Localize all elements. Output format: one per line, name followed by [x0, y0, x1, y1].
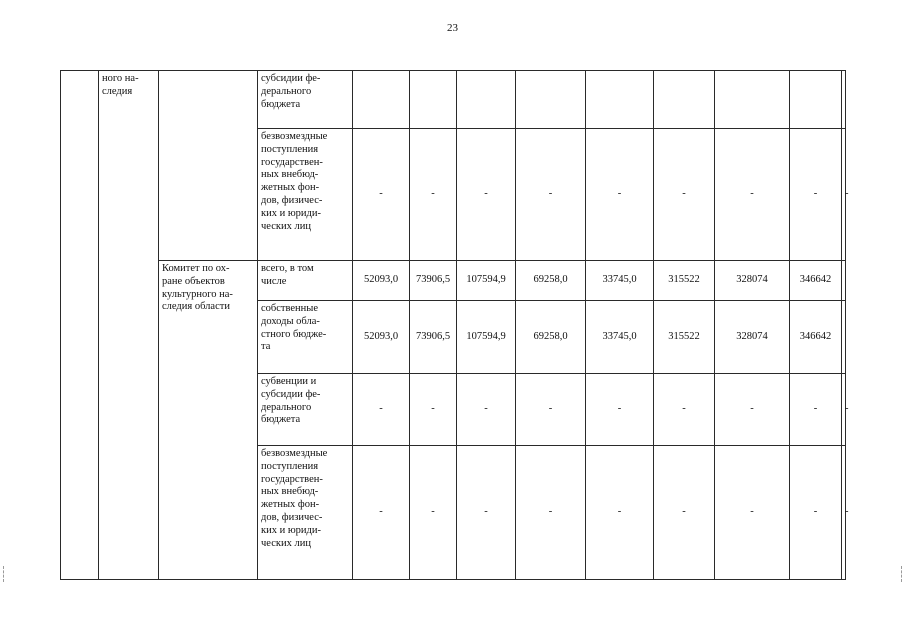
value-cell: - [790, 446, 842, 580]
value-cell: - [715, 446, 790, 580]
value-cell: 346642 [790, 261, 842, 301]
value-cell: - [790, 129, 842, 261]
value-cell: - [457, 129, 516, 261]
number-cell [61, 71, 99, 580]
value-cell: - [586, 446, 654, 580]
value-cell: - [790, 374, 842, 446]
funding-source-cell [258, 261, 353, 301]
value-cell: - [353, 446, 410, 580]
value-cell [842, 301, 846, 374]
funding-source-cell [258, 374, 353, 446]
executor-cell-empty [159, 71, 258, 261]
value-cell [790, 71, 842, 129]
value-cell [353, 71, 410, 129]
value-cell: 69258,0 [516, 261, 586, 301]
funding-source-text: субсидии фе- дерального бюджета [261, 73, 321, 110]
scan-edge-mark-left [3, 566, 5, 582]
value-cell: - [353, 129, 410, 261]
value-cell: 328074 [715, 261, 790, 301]
funding-source-cell [258, 446, 353, 580]
value-cell: 52093,0 [353, 301, 410, 374]
scan-edge-mark-right [901, 566, 903, 582]
value-cell [654, 71, 715, 129]
value-cell: - [715, 374, 790, 446]
value-cell [715, 71, 790, 129]
value-cell: 328074 [715, 301, 790, 374]
object-name-text: ного на- следия [102, 73, 139, 97]
value-cell: - [516, 374, 586, 446]
value-cell: 315522 [654, 261, 715, 301]
funding-source-text: всего, в том числе [261, 263, 314, 287]
value-cell: - [842, 374, 846, 446]
table-body [61, 71, 849, 580]
value-cell: - [516, 446, 586, 580]
value-cell: - [842, 446, 846, 580]
budget-table [60, 70, 849, 580]
value-cell [586, 71, 654, 129]
value-cell: - [516, 129, 586, 261]
value-cell: - [457, 374, 516, 446]
funding-source-text: безвозмездные поступления государствен- ных внебюд- жетных фон- дов, физичес- ких и юриди- ческих лиц [261, 448, 328, 549]
value-cell: 69258,0 [516, 301, 586, 374]
value-cell: 73906,5 [410, 261, 457, 301]
value-cell [410, 71, 457, 129]
value-cell: - [457, 446, 516, 580]
value-cell: - [654, 374, 715, 446]
funding-source-cell [258, 129, 353, 261]
object-name-cell [99, 71, 159, 580]
value-cell [457, 71, 516, 129]
value-cell: - [654, 129, 715, 261]
value-cell: - [353, 374, 410, 446]
executor-cell [159, 261, 258, 580]
value-cell: 33745,0 [586, 301, 654, 374]
executor-text: Комитет по ох- ране объектов культурного на- следия области [162, 263, 233, 313]
value-cell: - [715, 129, 790, 261]
table-row [61, 71, 846, 129]
value-cell: 33745,0 [586, 261, 654, 301]
value-cell: 73906,5 [410, 301, 457, 374]
value-cell: 346642 [790, 301, 842, 374]
value-cell [842, 261, 846, 301]
table-row [61, 261, 846, 301]
value-cell: 107594,9 [457, 261, 516, 301]
funding-source-text: безвозмездные поступления государствен- ных внебюд- жетных фон- дов, физичес- ких и юриди- ческих лиц [261, 131, 328, 232]
value-cell [516, 71, 586, 129]
value-cell: - [842, 129, 846, 261]
value-cell: - [410, 446, 457, 580]
funding-source-cell [258, 71, 353, 129]
funding-source-text: собственные доходы обла- стного бюдже- та [261, 303, 327, 353]
funding-source-cell [258, 301, 353, 374]
value-cell [842, 71, 846, 129]
value-cell: - [654, 446, 715, 580]
value-cell: - [410, 129, 457, 261]
funding-source-text: субвенции и субсидии фе- дерального бюджета [261, 376, 321, 426]
value-cell: - [586, 374, 654, 446]
value-cell: 315522 [654, 301, 715, 374]
value-cell: 107594,9 [457, 301, 516, 374]
value-cell: - [410, 374, 457, 446]
value-cell: - [586, 129, 654, 261]
value-cell: 52093,0 [353, 261, 410, 301]
page-number: 23 [447, 22, 458, 34]
